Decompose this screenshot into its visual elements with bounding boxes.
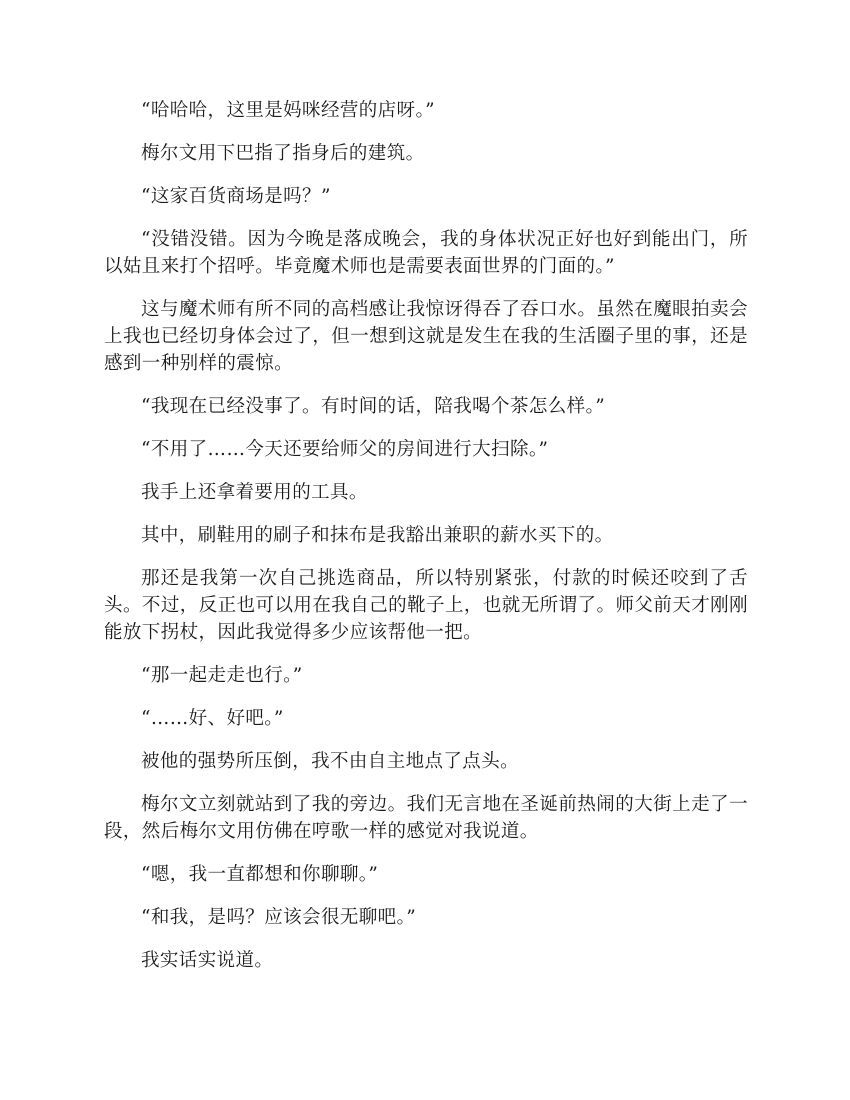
- paragraph: 梅尔文用下巴指了指身后的建筑。: [141, 143, 425, 164]
- paragraph: 我实话实说道。: [141, 950, 274, 971]
- paragraph: 梅尔文立刻就站到了我的旁边。我们无言地在圣诞前热闹的大街上走了一段，然后梅尔文用仿佛在哼歌一样的感觉对我说道。: [104, 794, 748, 842]
- paragraph: 那还是我第一次自己挑选商品，所以特别紧张，付款的时候还咬到了舌头。不过，反正也可以用在我自己的靴子上，也就无所谓了。师父前天才刚刚能放下拐杖，因此我觉得多少应该帮他一把。: [104, 568, 748, 643]
- paragraph: 我手上还拿着要用的工具。: [141, 482, 368, 503]
- paragraph: “嗯，我一直都想和你聊聊。”: [141, 864, 379, 885]
- document-page: [104, 97, 748, 990]
- paragraph: 这与魔术师有所不同的高档感让我惊讶得吞了吞口水。虽然在魔眼拍卖会上我也已经切身体会过了，但一想到这就是发生在我的生活圈子里的事，还是感到一种别样的震惊。: [104, 299, 748, 374]
- paragraph: 被他的强势所压倒，我不由自主地点了点头。: [141, 751, 520, 772]
- paragraph: “和我，是吗？应该会很无聊吧。”: [141, 907, 417, 928]
- paragraph: “这家百货商场是吗？”: [141, 186, 331, 207]
- paragraph: “不用了……今天还要给师父的房间进行大扫除。”: [141, 439, 549, 460]
- paragraph: “那一起走走也行。”: [141, 665, 303, 686]
- paragraph: “我现在已经没事了。有时间的话，陪我喝个茶怎么样。”: [141, 396, 606, 417]
- paragraph: 其中，刷鞋用的刷子和抹布是我豁出兼职的薪水买下的。: [141, 525, 614, 546]
- paragraph: “……好、好吧。”: [141, 708, 284, 729]
- paragraph: “没错没错。因为今晚是落成晚会，我的身体状况正好也好到能出门，所以姑且来打个招呼。毕竟魔术师也是需要表面世界的门面的。”: [104, 229, 748, 277]
- paragraph: “哈哈哈，这里是妈咪经营的店呀。”: [141, 100, 435, 121]
